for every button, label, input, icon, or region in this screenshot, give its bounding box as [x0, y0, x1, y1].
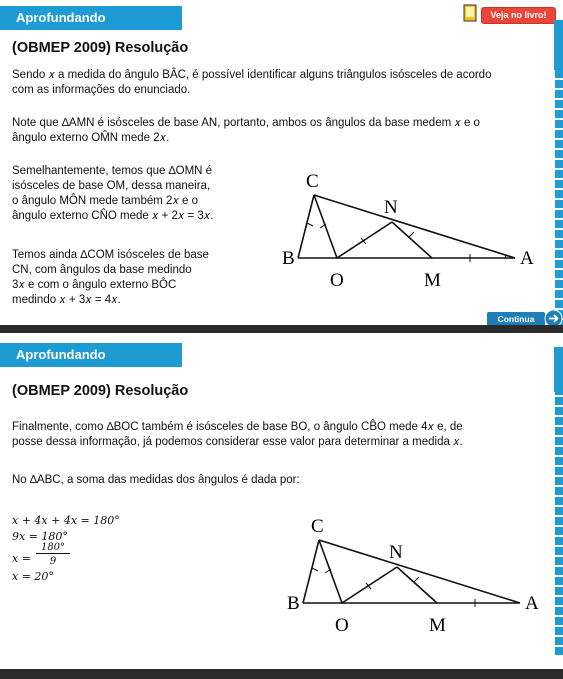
slide-2: [0, 333, 563, 679]
paragraph-4-line-1: Temos ainda ∆COM isósceles de base: [12, 249, 209, 261]
continue-button[interactable]: Continua: [487, 312, 545, 326]
equation-4: 𝑥 = 20°: [12, 570, 54, 583]
segment-NM-2: [397, 567, 437, 603]
side-stripe-2: [555, 347, 563, 657]
book-icon[interactable]: [463, 4, 477, 22]
segment-CA-2: [319, 540, 520, 603]
segment-BC: [298, 195, 314, 258]
segment-ON-2: [342, 567, 397, 603]
side-tag-2: [554, 347, 563, 392]
vertex-label-A: A: [520, 248, 534, 269]
paragraph-3-line-2: isósceles de base OM, dessa maneira,: [12, 180, 211, 192]
section-header-band-2: [0, 343, 182, 367]
paragraph-4: [12, 248, 282, 308]
paragraph-4-line-2: CN, com ângulos da base medindo: [12, 264, 192, 276]
paragraph-1-line-2: com as informações do enunciado.: [12, 84, 191, 96]
side-tag: [554, 20, 563, 70]
vertex-label-N-2: N: [389, 542, 403, 563]
vertex-label-O: O: [330, 270, 344, 291]
segment-CO: [314, 195, 337, 258]
section-header-label: Aprofundando: [16, 10, 106, 25]
equation-3-numerator: 180°: [36, 542, 70, 554]
paragraph-1: [12, 68, 542, 98]
page-title-2: (OBMEP 2009) Resolução: [12, 383, 189, 399]
paragraph-5-line-1: Finalmente, como ∆BOC também é isósceles de base BO, o ângulo CB̂O mede 4𝑥 e, de: [12, 421, 463, 433]
side-stripe: [555, 30, 563, 325]
segment-CA: [314, 195, 515, 258]
vertex-label-B-2: B: [287, 593, 300, 614]
paragraph-2-line-1: Note que ∆AMN é isósceles de base AN, portanto, ambos os ângulos da base medem 𝑥 e o: [12, 117, 480, 129]
vertex-label-A-2: A: [525, 593, 539, 614]
vertex-label-M-2: M: [429, 615, 446, 636]
segment-ON: [337, 222, 392, 258]
equation-1: 𝑥 + 4𝑥 + 4𝑥 = 180°: [12, 514, 120, 527]
paragraph-5: [12, 420, 542, 450]
triangle-figure-1: [280, 160, 540, 300]
paragraph-4-line-4: medindo 𝑥 + 3𝑥 = 4𝑥.: [12, 294, 121, 306]
slide-1: [0, 0, 563, 333]
vertex-label-M: M: [424, 270, 441, 291]
see-in-book-button[interactable]: Veja no livro!: [481, 7, 556, 24]
paragraph-2: [12, 116, 542, 146]
paragraph-6: No ∆ABC, a soma das medidas dos ângulos é dada por:: [12, 474, 300, 486]
segment-CO-2: [319, 540, 342, 603]
vertex-label-O-2: O: [335, 615, 349, 636]
paragraph-1-line-1: Sendo 𝑥 a medida do ângulo BÂC, é possível identificar alguns triângulos isósceles de acordo: [12, 69, 492, 81]
segment-BC-2: [303, 540, 319, 603]
page-title: (OBMEP 2009) Resolução: [12, 40, 189, 56]
triangle-figure-2: [285, 505, 545, 645]
paragraph-3-line-3: o ângulo MÔN mede também 2𝑥 e o: [12, 195, 199, 207]
vertex-label-B: B: [282, 248, 295, 269]
vertex-label-C-2: C: [311, 516, 324, 537]
paragraph-3: [12, 164, 282, 224]
paragraph-3-line-4: ângulo externo CN̂O mede 𝑥 + 2𝑥 = 3𝑥.: [12, 210, 214, 222]
equation-3-prefix: 𝑥 =: [12, 552, 31, 565]
section-header-label-2: Aprofundando: [16, 347, 106, 362]
bottom-separator: [0, 669, 563, 679]
equation-3-denominator: 9: [49, 556, 57, 567]
paragraph-4-line-3: 3𝑥 e com o ângulo externo BÔC: [12, 279, 177, 291]
vertex-label-C: C: [306, 171, 319, 192]
equation-2: 9𝑥 = 180°: [12, 530, 68, 543]
segment-NM: [392, 222, 432, 258]
paragraph-3-line-1: Semelhantemente, temos que ∆OMN é: [12, 165, 213, 177]
paragraph-2-line-2: ângulo externo OM̂N mede 2𝑥.: [12, 132, 170, 144]
paragraph-5-line-2: posse dessa informação, já podemos considerar esse valor para determinar a medida 𝑥.: [12, 436, 463, 448]
section-header-band: [0, 6, 182, 30]
vertex-label-N: N: [384, 197, 398, 218]
